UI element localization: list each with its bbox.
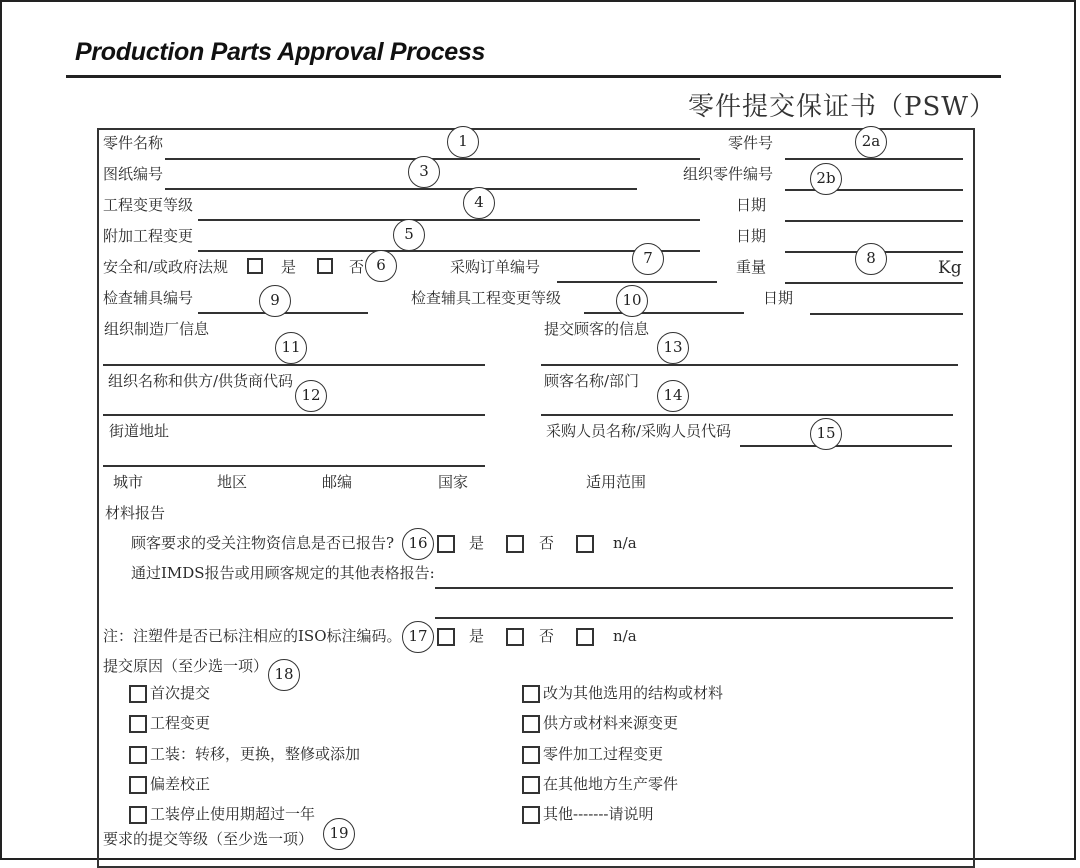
org-part-number-field[interactable] [785,189,963,191]
weight-unit: Kg [938,258,962,278]
marker-12: 12 [295,380,327,412]
drawing-number-label: 图纸编号 [103,165,164,183]
iso-yes-checkbox[interactable] [437,628,455,646]
checking-aid-number-label: 检查辅具编号 [103,289,194,307]
iso-na-label: n/a [613,627,637,645]
reason-tooling-checkbox[interactable] [129,746,147,764]
reason-tooling-label: 工装：转移，更换，整修或添加 [150,745,361,763]
reason-initial-label: 首次提交 [150,684,211,702]
safety-yes-checkbox[interactable] [247,258,263,274]
iso-yes-label: 是 [469,627,485,645]
buyer-name-code-field[interactable] [740,445,952,447]
reason-alt-material-label: 改为其他选用的结构或材料 [543,684,724,702]
additional-eng-changes-field[interactable] [198,250,700,252]
reason-inactive-tooling-label: 工装停止使用期超过一年 [150,805,316,823]
reason-discrepancy-checkbox[interactable] [129,776,147,794]
reason-process-change-label: 零件加工过程变更 [543,745,664,763]
date-field-1[interactable] [785,220,963,222]
postal-code-label: 邮编 [322,473,353,491]
eng-change-level-label: 工程变更等级 [103,196,194,214]
iso-no-checkbox[interactable] [506,628,524,646]
part-number-label: 零件号 [728,134,774,152]
marker-13: 13 [657,332,689,364]
iso-question: 注：注塑件是否已标注相应的ISO标注编码。 [103,627,402,645]
reason-eng-change-checkbox[interactable] [129,715,147,733]
reason-source-change-checkbox[interactable] [522,715,540,733]
marker-11: 11 [275,332,307,364]
imds-field-2[interactable] [435,617,953,619]
substances-na-label: n/a [613,534,637,552]
marker-10: 10 [616,285,648,317]
marker-7: 7 [632,243,664,275]
marker-18: 18 [268,659,300,691]
country-label: 国家 [438,473,469,491]
street-address-field[interactable] [103,465,485,467]
reason-other-label: 其他-------请说明 [543,805,654,823]
submission-level-heading: 要求的提交等级（至少选一项） [103,830,314,848]
checking-aid-change-level-label: 检查辅具工程变更等级 [411,289,562,307]
substances-no-label: 否 [539,534,555,552]
materials-report-heading: 材料报告 [105,504,166,522]
marker-4: 4 [463,187,495,219]
document-title: 零件提交保证书（PSW） [688,92,997,122]
weight-label: 重量 [736,258,767,276]
po-number-label: 采购订单编号 [450,258,541,276]
region-label: 地区 [217,473,248,491]
marker-16: 16 [402,528,434,560]
iso-no-label: 否 [539,627,555,645]
reason-other-checkbox[interactable] [522,806,540,824]
safety-regulation-label: 安全和/或政府法规 [103,258,229,276]
substances-no-checkbox[interactable] [506,535,524,553]
safety-yes-label: 是 [281,258,297,276]
marker-1: 1 [447,126,479,158]
header-title: Production Parts Approval Process [75,38,486,66]
marker-5: 5 [393,219,425,251]
reason-source-change-label: 供方或材料来源变更 [543,714,679,732]
drawing-number-field[interactable] [165,188,637,190]
marker-19: 19 [323,818,355,850]
street-address-label: 街道地址 [109,422,170,440]
part-name-label: 零件名称 [103,134,164,152]
reason-process-change-checkbox[interactable] [522,746,540,764]
reason-heading: 提交原因（至少选一项） [103,657,269,675]
date-label-2: 日期 [736,227,767,245]
reason-alt-material-checkbox[interactable] [522,685,540,703]
reason-initial-checkbox[interactable] [129,685,147,703]
marker-6: 6 [365,250,397,282]
marker-2a: 2a [855,126,887,158]
reason-inactive-tooling-checkbox[interactable] [129,806,147,824]
safety-no-checkbox[interactable] [317,258,333,274]
reason-eng-change-label: 工程变更 [150,714,211,732]
date-field-3[interactable] [810,313,963,315]
weight-field[interactable] [785,282,963,284]
marker-9: 9 [259,285,291,317]
application-label: 适用范围 [586,473,647,491]
marker-15: 15 [810,418,842,450]
date-label-3: 日期 [763,289,794,307]
buyer-name-code-label: 采购人员名称/采购人员代码 [546,422,732,440]
po-number-field[interactable] [557,281,717,283]
reason-discrepancy-label: 偏差校正 [150,775,211,793]
marker-3: 3 [408,156,440,188]
additional-eng-changes-label: 附加工程变更 [103,227,194,245]
safety-no-label: 否 [349,258,365,276]
marker-14: 14 [657,380,689,412]
city-label: 城市 [113,473,144,491]
org-part-number-label: 组织零件编号 [683,165,774,183]
substances-yes-checkbox[interactable] [437,535,455,553]
org-mfg-info-label: 组织制造厂信息 [104,320,210,338]
substances-question: 顾客要求的受关注物资信息是否已报告? [131,534,395,552]
org-name-supplier-code-field[interactable] [103,414,485,416]
org-mfg-info-field[interactable] [103,364,485,366]
customer-name-division-label: 顾客名称/部门 [544,372,640,390]
header-rule [66,75,1001,78]
part-number-field[interactable] [785,158,963,160]
eng-change-level-field[interactable] [198,219,700,221]
marker-17: 17 [402,621,434,653]
date-label-1: 日期 [736,196,767,214]
substances-na-checkbox[interactable] [576,535,594,553]
reason-other-location-label: 在其他地方生产零件 [543,775,679,793]
imds-field-1[interactable] [435,587,953,589]
substances-yes-label: 是 [469,534,485,552]
customer-submittal-info-label: 提交顾客的信息 [544,320,650,338]
imds-question: 通过IMDS报告或用顾客规定的其他表格报告: [131,564,435,582]
customer-submittal-info-field[interactable] [541,364,958,366]
iso-na-checkbox[interactable] [576,628,594,646]
reason-other-location-checkbox[interactable] [522,776,540,794]
org-name-supplier-code-label: 组织名称和供方/供货商代码 [108,372,294,390]
checking-aid-change-level-field[interactable] [584,312,744,314]
marker-2b: 2b [810,163,842,195]
marker-8: 8 [855,243,887,275]
customer-name-division-field[interactable] [541,414,953,416]
